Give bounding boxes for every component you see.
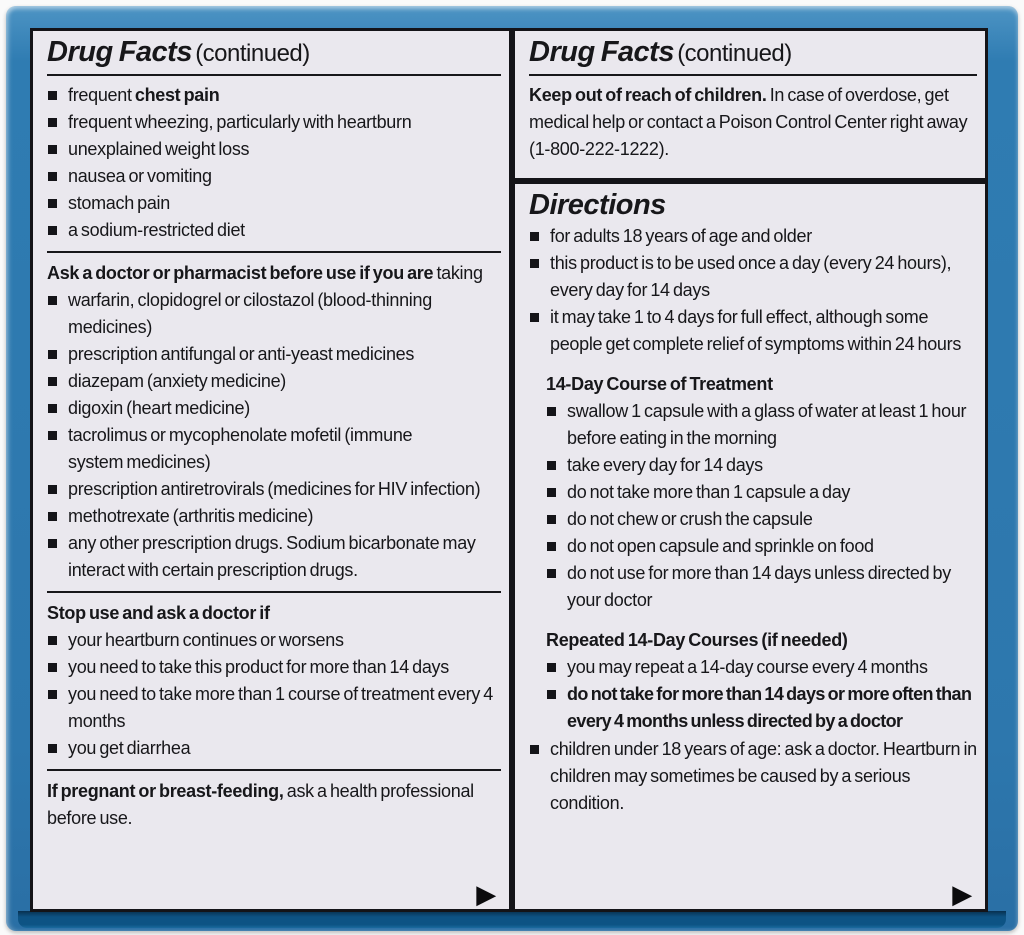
symptom-item: nausea or vomiting bbox=[47, 163, 501, 190]
repeat-section bbox=[546, 627, 977, 735]
continued-label: (continued) bbox=[677, 40, 792, 67]
stop-use-section bbox=[47, 600, 501, 762]
repeat-item-warning: do not take for more than 14 days or more often than every 4 months unless directed by a doctor bbox=[546, 681, 977, 735]
symptoms-list bbox=[47, 82, 501, 244]
medicine-item: digoxin (heart medicine) bbox=[47, 395, 501, 422]
drug-facts-panel-right-top bbox=[512, 28, 988, 181]
course-item: do not chew or crush the capsule bbox=[546, 506, 977, 533]
direction-item: it may take 1 to 4 days for full effect, although some people get complete relief of symptoms within 24 hours bbox=[529, 304, 977, 358]
course-item: swallow 1 capsule with a glass of water at least 1 hour before eating in the morning bbox=[546, 398, 977, 452]
repeat-list bbox=[546, 654, 977, 735]
medicine-item: prescription antiretrovirals (medicines for HIV infection) bbox=[47, 476, 501, 503]
direction-item: this product is to be used once a day (every 24 hours), every day for 14 days bbox=[529, 250, 977, 304]
stop-use-item: your heartburn continues or worsens bbox=[47, 627, 501, 654]
continue-arrow-icon: ▶ bbox=[476, 879, 496, 909]
medicine-item: tacrolimus or mycophenolate mofetil (immune system medicines) bbox=[47, 422, 501, 476]
keep-out-of-reach-text: Keep out of reach of children. In case of overdose, get medical help or contact a Poison Control Center right away (1-800-222-1222). bbox=[529, 85, 968, 159]
drug-facts-panel-left bbox=[30, 28, 512, 912]
stop-use-list bbox=[47, 627, 501, 762]
box-bottom-edge bbox=[18, 911, 1006, 928]
course-heading: 14-Day Course of Treatment bbox=[546, 374, 773, 394]
stop-use-item: you need to take this product for more than 14 days bbox=[47, 654, 501, 681]
divider bbox=[47, 251, 501, 253]
symptom-item: stomach pain bbox=[47, 190, 501, 217]
drug-facts-title: Drug Facts bbox=[529, 36, 674, 68]
course-item: do not take more than 1 capsule a day bbox=[546, 479, 977, 506]
course-list bbox=[546, 398, 977, 614]
medicine-item: methotrexate (arthritis medicine) bbox=[47, 503, 501, 530]
course-item: do not open capsule and sprinkle on food bbox=[546, 533, 977, 560]
divider bbox=[47, 591, 501, 593]
continued-label: (continued) bbox=[195, 40, 310, 67]
medicine-item: prescription antifungal or anti-yeast medicines bbox=[47, 341, 501, 368]
symptom-item: unexplained weight loss bbox=[47, 136, 501, 163]
course-section bbox=[546, 371, 977, 614]
directions-panel bbox=[512, 181, 988, 912]
continue-arrow-icon: ▶ bbox=[952, 879, 972, 909]
drug-facts-title: Drug Facts bbox=[47, 36, 192, 68]
repeat-item: you may repeat a 14-day course every 4 months bbox=[546, 654, 977, 681]
medicine-item: diazepam (anxiety medicine) bbox=[47, 368, 501, 395]
ask-doctor-section bbox=[47, 260, 501, 584]
drug-facts-header bbox=[529, 37, 977, 76]
medicine-item: any other prescription drugs. Sodium bicarbonate may interact with certain prescription drugs. bbox=[47, 530, 501, 584]
children-note: children under 18 years of age: ask a doctor. Heartburn in children may sometimes be caused by a serious condition. bbox=[529, 736, 977, 817]
ask-doctor-heading: Ask a doctor or pharmacist before use if you are taking bbox=[47, 263, 483, 283]
symptom-item: frequent chest pain bbox=[47, 82, 501, 109]
symptom-item: frequent wheezing, particularly with heartburn bbox=[47, 109, 501, 136]
stop-use-heading: Stop use and ask a doctor if bbox=[47, 603, 270, 623]
course-item: do not use for more than 14 days unless directed by your doctor bbox=[546, 560, 977, 614]
stop-use-item: you get diarrhea bbox=[47, 735, 501, 762]
symptom-item: a sodium-restricted diet bbox=[47, 217, 501, 244]
repeat-heading: Repeated 14-Day Courses (if needed) bbox=[546, 630, 848, 650]
drug-facts-header bbox=[47, 37, 501, 76]
course-item: take every day for 14 days bbox=[546, 452, 977, 479]
pregnancy-warning: If pregnant or breast-feeding, ask a health professional before use. bbox=[47, 781, 474, 828]
children-note-list bbox=[529, 736, 977, 817]
directions-list bbox=[529, 223, 977, 358]
ask-doctor-list bbox=[47, 287, 501, 584]
divider bbox=[47, 769, 501, 771]
direction-item: for adults 18 years of age and older bbox=[529, 223, 977, 250]
stop-use-item: you need to take more than 1 course of treatment every 4 months bbox=[47, 681, 501, 735]
directions-title: Directions bbox=[529, 189, 666, 221]
medicine-item: warfarin, clopidogrel or cilostazol (blood-thinning medicines) bbox=[47, 287, 501, 341]
